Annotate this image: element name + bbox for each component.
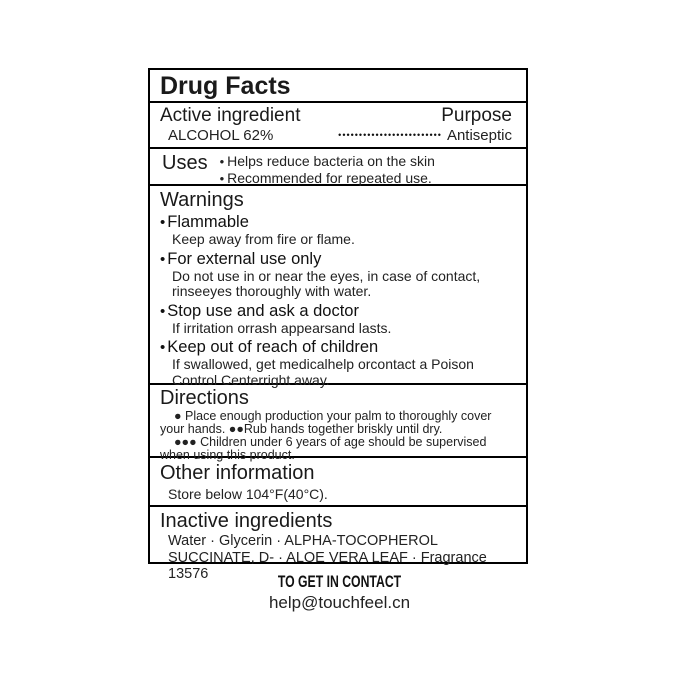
list-item: • Recommended for repeated use. <box>219 170 432 186</box>
uses-heading: Uses <box>162 152 208 174</box>
title-section <box>150 70 526 103</box>
bullet-icon: • <box>160 214 166 231</box>
list-item: • Helps reduce bacteria on the skin <box>219 153 435 169</box>
other-information-heading: Other information <box>160 462 315 484</box>
purpose-value: Antiseptic <box>446 127 512 144</box>
warning-title: • Keep out of reach of children <box>160 338 379 356</box>
warning-title: • Flammable <box>160 213 249 231</box>
contact-heading: TO GET IN CONTACT <box>277 572 402 591</box>
contact-email: help@touchfeel.cn <box>268 593 411 612</box>
other-information-body: Store below 104°F(40°C). <box>168 486 328 502</box>
panel-title: Drug Facts <box>160 72 291 100</box>
warning-title: • For external use only <box>160 249 322 268</box>
warning-item <box>160 338 518 388</box>
warning-body: Do not use in or near the eyes, in case of contact, rinseeyes thoroughly with water. <box>172 267 481 299</box>
bullet-icon: • <box>160 250 166 268</box>
warning-body: Keep away from fire or flame. <box>172 231 355 247</box>
contact-footer <box>0 572 679 614</box>
directions-text: ● Place enough production your palm to thoroughly cover your hands. ●●Rub hands together briskly until dry. <box>160 409 492 436</box>
warning-body: If irritation orrash appearsand lasts. <box>172 319 392 336</box>
inactive-ingredients-body: Water · Glycerin · ALPHA-TOCOPHEROL SUCCINATE, D- · ALOE VERA LEAF · Fragrance 13576 <box>168 533 487 582</box>
bullet-icon: • <box>160 339 166 356</box>
bullet-icon: • <box>219 171 225 186</box>
inactive-ingredients-heading: Inactive ingredients <box>160 510 333 532</box>
warning-item <box>160 302 518 337</box>
uses-section <box>150 149 526 186</box>
other-information-section <box>150 458 526 507</box>
active-ingredient-section <box>150 103 526 149</box>
warning-item <box>160 213 518 248</box>
warnings-section <box>150 186 526 388</box>
warning-title: • Stop use and ask a doctor <box>160 301 359 320</box>
warning-body: If swallowed, get medicalhelp orcontact a Poison Control Centerright away. <box>172 356 474 388</box>
directions-section <box>150 385 526 462</box>
warnings-heading: Warnings <box>160 189 244 211</box>
directions-text: ●●● Children under 6 years of age should be supervised when using this product. <box>160 435 487 462</box>
uses-list <box>220 151 435 184</box>
dotted-leader: ••••••••••••••••••••••••• <box>338 130 442 140</box>
active-ingredient-heading: Active ingredient <box>160 105 301 126</box>
directions-heading: Directions <box>160 387 249 409</box>
active-ingredient-value: ALCOHOL 62% <box>168 127 274 144</box>
purpose-heading: Purpose <box>441 105 512 126</box>
bullet-icon: • <box>219 154 225 169</box>
warning-item <box>160 250 518 300</box>
bullet-icon: • <box>160 302 166 320</box>
